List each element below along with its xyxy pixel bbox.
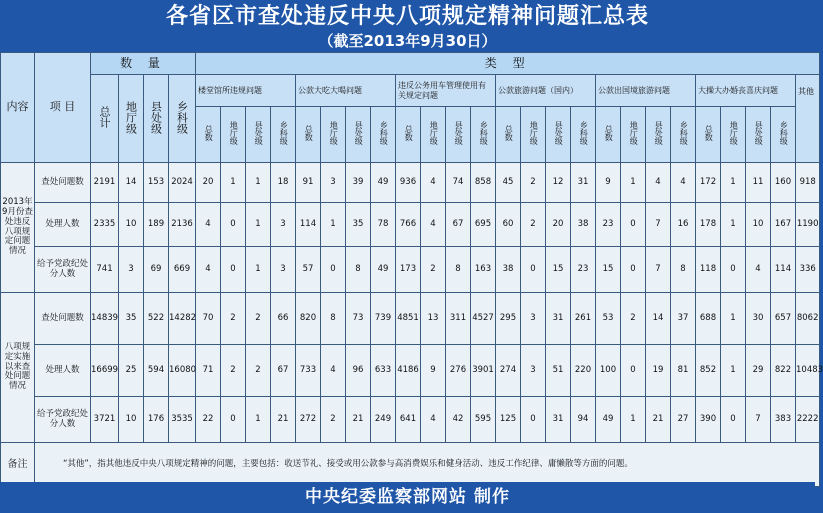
table-cell: 3901 (471, 345, 496, 397)
sub-col-header: 县处级 (746, 107, 771, 163)
table-cell: 522 (144, 293, 169, 345)
quantity-header: 数 量 (91, 53, 196, 75)
table-cell: 78 (371, 203, 396, 247)
sub-col-header: 地厅级 (421, 107, 446, 163)
qty-col-header: 乡科级 (169, 75, 196, 163)
table-cell: 272 (296, 397, 321, 443)
table-cell: 10 (119, 203, 144, 247)
table-cell: 1 (721, 203, 746, 247)
table-cell: 0 (521, 397, 546, 443)
table-cell: 261 (571, 293, 596, 345)
qty-col-header: 总计 (91, 75, 119, 163)
table-cell: 3 (119, 247, 144, 293)
table-cell: 594 (144, 345, 169, 397)
type-group-header: 违反公务用车管理使用有关规定问题 (396, 75, 496, 107)
table-cell: 4527 (471, 293, 496, 345)
table-cell: 0 (221, 397, 246, 443)
table-cell: 18 (271, 163, 296, 203)
sub-col-header: 地厅级 (321, 107, 346, 163)
sub-col-header: 地厅级 (721, 107, 746, 163)
table-row (1, 345, 820, 397)
table-cell: 0 (621, 345, 646, 397)
table-cell: 14 (646, 293, 671, 345)
table-cell: 2191 (91, 163, 119, 203)
table-cell: 66 (271, 293, 296, 345)
table-cell: 336 (796, 247, 820, 293)
table-cell: 4 (196, 247, 221, 293)
table-cell: 1 (246, 203, 271, 247)
row-label: 给予党政纪处分人数 (35, 397, 91, 443)
table-cell: 19 (646, 345, 671, 397)
type-group-header: 公款大吃大喝问题 (296, 75, 396, 107)
table-cell: 91 (296, 163, 321, 203)
table-cell: 114 (296, 203, 321, 247)
table-cell: 31 (546, 397, 571, 443)
sub-col-header: 总数 (296, 107, 321, 163)
table-cell: 4 (421, 163, 446, 203)
table-cell: 0 (621, 203, 646, 247)
table-cell: 852 (696, 345, 721, 397)
table-cell: 27 (671, 397, 696, 443)
sub-col-header: 乡科级 (271, 107, 296, 163)
page-subtitle: （截至2013年9月30日） (318, 32, 497, 50)
table-cell: 0 (321, 247, 346, 293)
table-cell: 1 (221, 163, 246, 203)
table-cell: 688 (696, 293, 721, 345)
table-cell: 173 (396, 247, 421, 293)
table-cell: 4 (321, 345, 346, 397)
row-label: 处理人数 (35, 345, 91, 397)
sub-col-header: 乡科级 (571, 107, 596, 163)
table-cell: 57 (296, 247, 321, 293)
table-cell: 60 (496, 203, 521, 247)
row-label: 处理人数 (35, 203, 91, 247)
sub-col-header: 总数 (696, 107, 721, 163)
sub-col-header: 总数 (596, 107, 621, 163)
table-cell: 2024 (169, 163, 196, 203)
table-cell: 2 (521, 203, 546, 247)
table-cell: 21 (271, 397, 296, 443)
table-cell: 3 (321, 163, 346, 203)
section-label: 八项规定实施以来查处问题情况 (1, 293, 35, 443)
table-cell: 4 (421, 397, 446, 443)
table-cell: 918 (796, 163, 820, 203)
table-cell: 176 (144, 397, 169, 443)
type-group-header: 公款旅游问题（国内） (496, 75, 596, 107)
table-cell: 7 (646, 247, 671, 293)
table-cell: 21 (646, 397, 671, 443)
table-cell: 94 (571, 397, 596, 443)
note-row (1, 443, 820, 487)
table-cell: 42 (446, 397, 471, 443)
sub-col-header: 乡科级 (671, 107, 696, 163)
table-cell: 8 (346, 247, 371, 293)
table-cell: 2 (521, 163, 546, 203)
type-group-header: 其他 (796, 75, 820, 163)
sub-col-header: 县处级 (346, 107, 371, 163)
sub-col-header: 县处级 (446, 107, 471, 163)
table-cell: 1 (721, 163, 746, 203)
table-cell: 15 (546, 247, 571, 293)
table-cell: 3 (521, 345, 546, 397)
table-cell: 383 (771, 397, 796, 443)
footer-credit: 中央纪委监察部网站 制作 (0, 482, 815, 513)
summary-table (0, 52, 823, 487)
table-cell: 2 (246, 293, 271, 345)
table-cell: 14 (119, 163, 144, 203)
table-cell: 3535 (169, 397, 196, 443)
table-cell: 16 (671, 203, 696, 247)
table-cell: 3721 (91, 397, 119, 443)
table-cell: 0 (621, 247, 646, 293)
table-cell: 53 (596, 293, 621, 345)
table-cell: 0 (221, 203, 246, 247)
table-cell: 390 (696, 397, 721, 443)
table-cell: 38 (571, 203, 596, 247)
table-cell: 14839 (91, 293, 119, 345)
item-header: 项 目 (35, 53, 91, 163)
table-cell: 16699 (91, 345, 119, 397)
table-cell: 1 (321, 203, 346, 247)
table-cell: 70 (196, 293, 221, 345)
table-cell: 741 (91, 247, 119, 293)
sub-col-header: 总数 (196, 107, 221, 163)
table-cell: 1 (621, 397, 646, 443)
table-cell: 20 (546, 203, 571, 247)
sub-col-header: 地厅级 (221, 107, 246, 163)
table-cell: 114 (771, 247, 796, 293)
table-cell: 3 (521, 293, 546, 345)
type-group-header: 楼堂馆所违规问题 (196, 75, 296, 107)
table-cell: 35 (346, 203, 371, 247)
table-cell: 820 (296, 293, 321, 345)
table-cell: 3 (271, 247, 296, 293)
table-cell: 1 (621, 163, 646, 203)
table-cell: 8062 (796, 293, 820, 345)
table-cell: 12 (546, 163, 571, 203)
table-cell: 8 (671, 247, 696, 293)
table-cell: 74 (446, 163, 471, 203)
sub-col-header: 县处级 (246, 107, 271, 163)
table-cell: 30 (746, 293, 771, 345)
table-cell: 2 (246, 345, 271, 397)
table-cell: 739 (371, 293, 396, 345)
table-cell: 38 (496, 247, 521, 293)
table-cell: 10483 (796, 345, 820, 397)
page-title: 各省区市查处违反中央八项规定精神问题汇总表 (165, 4, 649, 29)
table-cell: 2222 (796, 397, 820, 443)
table-cell: 633 (371, 345, 396, 397)
table-cell: 0 (721, 397, 746, 443)
table-cell: 858 (471, 163, 496, 203)
row-label: 查处问题数 (35, 293, 91, 345)
table-cell: 9 (421, 345, 446, 397)
table-cell: 4851 (396, 293, 421, 345)
table-cell: 1 (246, 163, 271, 203)
table-cell: 23 (596, 203, 621, 247)
table-cell: 8 (446, 247, 471, 293)
table-cell: 16080 (169, 345, 196, 397)
table-cell: 220 (571, 345, 596, 397)
sub-col-header: 乡科级 (471, 107, 496, 163)
table-cell: 15 (596, 247, 621, 293)
table-cell: 10 (746, 203, 771, 247)
table-cell: 2 (321, 397, 346, 443)
note-text: “其他”，指其他违反中央八项规定精神的问题，主要包括：收送节礼、接受或用公款参与高消费娱乐和健身活动、违反工作纪律、庸懒散等方面的问题。 (35, 443, 820, 487)
table-cell: 20 (196, 163, 221, 203)
table-cell: 2 (621, 293, 646, 345)
table-cell: 4 (421, 203, 446, 247)
table-cell: 4 (671, 163, 696, 203)
table-cell: 822 (771, 345, 796, 397)
table-cell: 100 (596, 345, 621, 397)
sub-col-header: 总数 (396, 107, 421, 163)
type-group-header: 公款出国境旅游问题 (596, 75, 696, 107)
table-cell: 2 (221, 293, 246, 345)
table-cell: 14282 (169, 293, 196, 345)
qty-col-header: 县处级 (144, 75, 169, 163)
table-cell: 1 (246, 397, 271, 443)
table-cell: 71 (196, 345, 221, 397)
table-cell: 45 (496, 163, 521, 203)
table-cell: 51 (546, 345, 571, 397)
qty-col-header: 地厅级 (119, 75, 144, 163)
table-cell: 0 (521, 247, 546, 293)
table-cell: 23 (571, 247, 596, 293)
sub-col-header: 乡科级 (771, 107, 796, 163)
table-cell: 4 (746, 247, 771, 293)
table-row (1, 203, 820, 247)
table-cell: 153 (144, 163, 169, 203)
table-cell: 10 (119, 397, 144, 443)
sub-col-header: 乡科级 (371, 107, 396, 163)
content-header: 内容 (1, 53, 35, 163)
table-cell: 81 (671, 345, 696, 397)
table-cell: 1 (721, 345, 746, 397)
table-cell: 172 (696, 163, 721, 203)
row-label: 查处问题数 (35, 163, 91, 203)
table-cell: 163 (471, 247, 496, 293)
table-cell: 49 (596, 397, 621, 443)
table-cell: 641 (396, 397, 421, 443)
table-cell: 695 (471, 203, 496, 247)
table-cell: 669 (169, 247, 196, 293)
section-label: 2013年9月份查处违反八项规定问题情况 (1, 163, 35, 293)
table-cell: 69 (144, 247, 169, 293)
table-cell: 3 (271, 203, 296, 247)
table-row (1, 247, 820, 293)
table-row (1, 163, 820, 203)
table-cell: 2 (421, 247, 446, 293)
sub-col-header: 县处级 (546, 107, 571, 163)
table-cell: 67 (271, 345, 296, 397)
table-row (1, 293, 820, 345)
table-cell: 178 (696, 203, 721, 247)
sub-col-header: 县处级 (646, 107, 671, 163)
table-cell: 49 (371, 163, 396, 203)
table-cell: 7 (746, 397, 771, 443)
table-cell: 2136 (169, 203, 196, 247)
table-cell: 4186 (396, 345, 421, 397)
table-cell: 25 (119, 345, 144, 397)
row-label: 给予党政纪处分人数 (35, 247, 91, 293)
table-cell: 1 (721, 293, 746, 345)
table-cell: 2 (221, 345, 246, 397)
table-row (1, 397, 820, 443)
type-group-header: 大操大办婚丧喜庆问题 (696, 75, 796, 107)
table-cell: 96 (346, 345, 371, 397)
table-cell: 1190 (796, 203, 820, 247)
table-cell: 11 (746, 163, 771, 203)
table-cell: 936 (396, 163, 421, 203)
table-cell: 31 (546, 293, 571, 345)
table-cell: 49 (371, 247, 396, 293)
sub-col-header: 地厅级 (521, 107, 546, 163)
table-cell: 9 (596, 163, 621, 203)
table-cell: 167 (771, 203, 796, 247)
table-cell: 39 (346, 163, 371, 203)
table-cell: 0 (221, 247, 246, 293)
table-cell: 4 (646, 163, 671, 203)
table-cell: 13 (421, 293, 446, 345)
table-cell: 22 (196, 397, 221, 443)
table-cell: 595 (471, 397, 496, 443)
table-cell: 125 (496, 397, 521, 443)
table-cell: 189 (144, 203, 169, 247)
sub-col-header: 地厅级 (621, 107, 646, 163)
table-cell: 35 (119, 293, 144, 345)
table-cell: 0 (721, 247, 746, 293)
table-cell: 67 (446, 203, 471, 247)
table-cell: 4 (196, 203, 221, 247)
table-cell: 7 (646, 203, 671, 247)
table-cell: 276 (446, 345, 471, 397)
table-cell: 31 (571, 163, 596, 203)
sub-col-header: 总数 (496, 107, 521, 163)
table-cell: 249 (371, 397, 396, 443)
type-header: 类 型 (196, 53, 820, 75)
table-cell: 21 (346, 397, 371, 443)
table-cell: 118 (696, 247, 721, 293)
table-cell: 1 (246, 247, 271, 293)
table-cell: 295 (496, 293, 521, 345)
table-cell: 160 (771, 163, 796, 203)
table-cell: 733 (296, 345, 321, 397)
title-banner (0, 0, 815, 52)
table-cell: 2335 (91, 203, 119, 247)
table-cell: 766 (396, 203, 421, 247)
table-cell: 657 (771, 293, 796, 345)
table-cell: 311 (446, 293, 471, 345)
note-label: 备注 (1, 443, 35, 487)
table-cell: 274 (496, 345, 521, 397)
table-cell: 73 (346, 293, 371, 345)
table-cell: 29 (746, 345, 771, 397)
table-cell: 8 (321, 293, 346, 345)
table-cell: 37 (671, 293, 696, 345)
